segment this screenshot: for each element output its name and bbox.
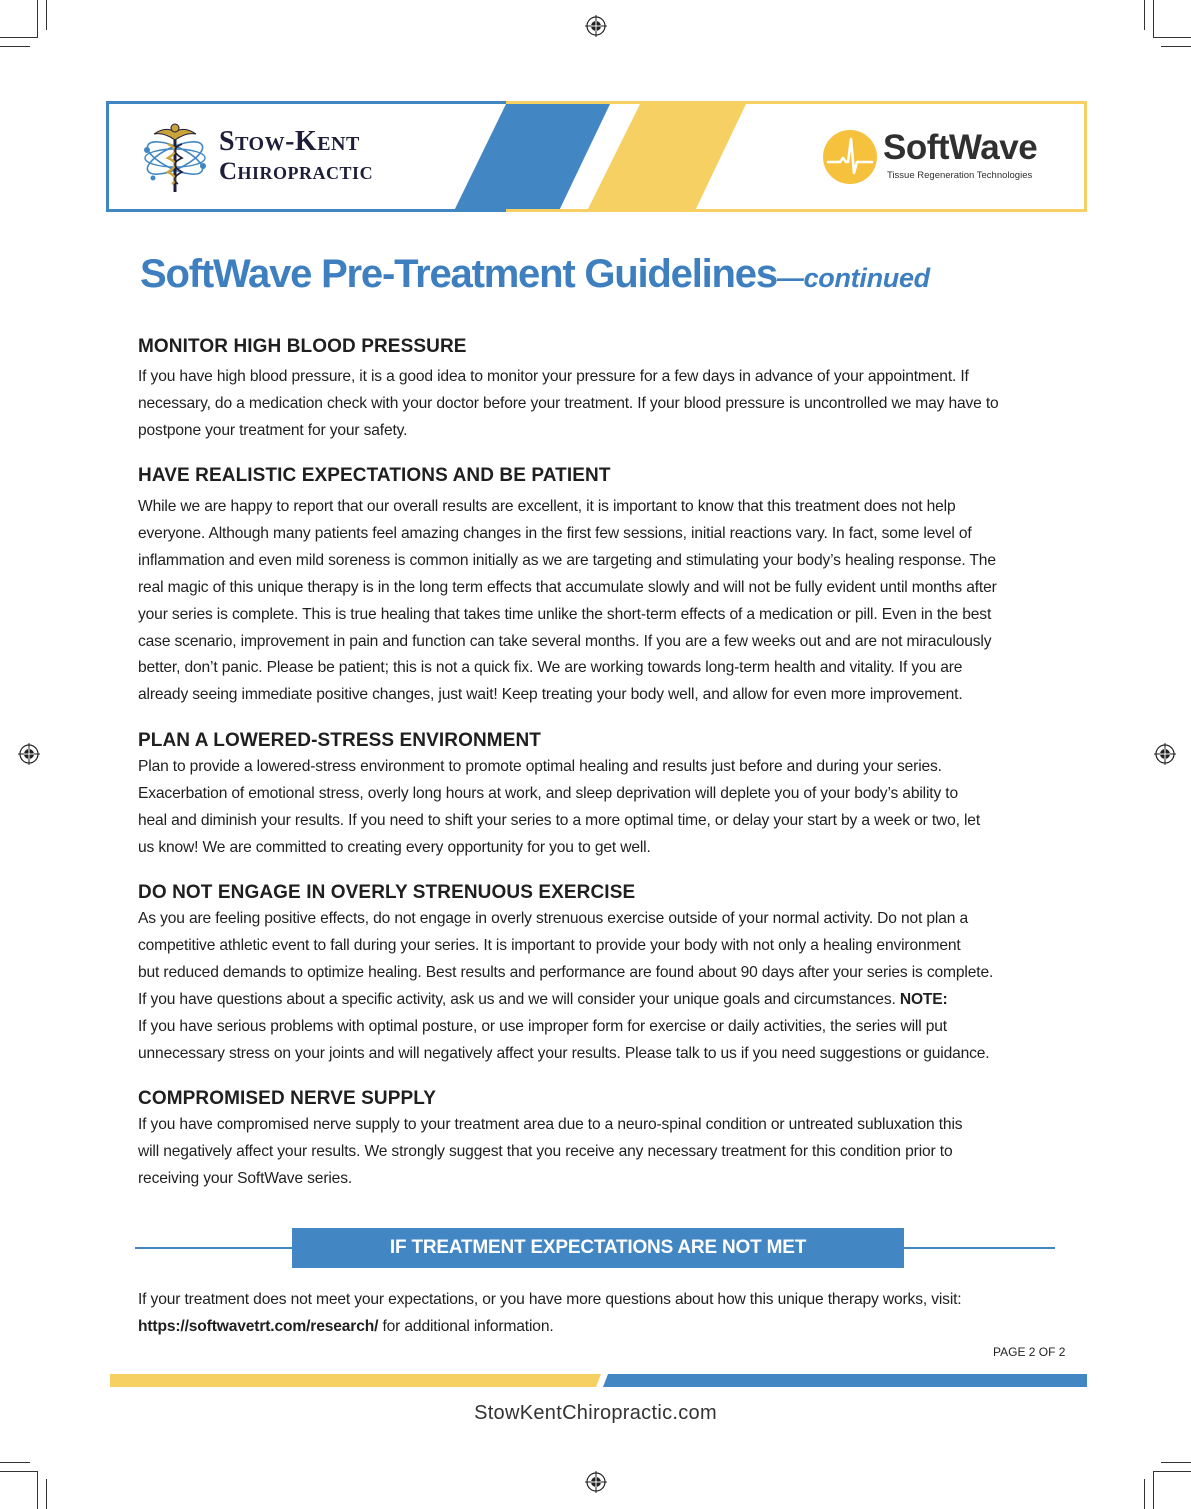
section-body: If you have high blood pressure, it is a good idea to monitor your pressure for a few days in advance of your appointment. If necessary, do a medication check with your doctor before your treatment. If your blood pressure is uncontrolled we may have to postpone your treatment for your safety. [138, 368, 999, 439]
note-label: NOTE: [899, 990, 948, 1008]
section-heading: MONITOR HIGH BLOOD PRESSURE [138, 336, 467, 357]
research-link[interactable]: https://softwavetrt.com/research/ [138, 1317, 379, 1335]
registration-mark-icon [585, 1471, 607, 1493]
page-title-main: SoftWave Pre-Treatment Guidelines [140, 252, 777, 296]
section-body: While we are happy to report that our overall results are excellent, it is important to know that this treatment does not help everyone. Although many patients feel amazing changes in the first few sessions, initial reactions vary. In fact, some level of inflammation and even mild soreness is common initially as we are targeting and stimulating your body’s healing response. The real magic of this unique therapy is in the long term effects that accumulate slowly and will not be fully evident until months after your series is complete. This is true healing that takes time unlike the short-term effects of a medication or pill. Even in the best case scenario, improvement in pain and function can take several months. If you are a few weeks out and are not miraculously better, don’t panic. Please be patient; this is not a quick fix. We are working towards long-term health and vitality. If you are already seeing immediate positive changes, just wait! Keep treating your body well, and allow for even more improvement. [138, 498, 997, 704]
section-heading: PLAN A LOWERED-STRESS ENVIRONMENT [138, 730, 542, 751]
page-title-suffix: —continued [776, 263, 930, 293]
callout-body-text: for additional information. [378, 1317, 554, 1335]
page-number: PAGE 2 OF 2 [993, 1345, 1066, 1359]
page-title [140, 254, 930, 294]
callout-banner: IF TREATMENT EXPECTATIONS ARE NOT MET [292, 1228, 904, 1268]
section-body: If you have compromised nerve supply to your treatment area due to a neuro-spinal condition or untreated subluxation this will negatively affect your results. We strongly suggest that you receive any necessary treatment for this condition prior to receiving your SoftWave series. [138, 1116, 963, 1187]
section-body: Plan to provide a lowered-stress environment to promote optimal healing and results just before and during your series. Exacerbation of emotional stress, overly long hours at work, and sleep deprivation will deplete you of your body’s ability to heal and diminish your results. If you need to shift your series to a more optimal time, or delay your start by a week or two, let us know! We are committed to creating every opportunity for you to get well. [138, 758, 981, 856]
chiropractic-emblem-icon [140, 118, 210, 196]
softwave-tagline: Tissue Regeneration Technologies [887, 170, 1033, 181]
registration-mark-icon [18, 743, 40, 765]
section-heading: DO NOT ENGAGE IN OVERLY STRENUOUS EXERCISE [138, 882, 636, 903]
clinic-logo-text [219, 128, 373, 184]
softwave-brand-name: SoftWave [883, 128, 1038, 167]
section-heading: COMPROMISED NERVE SUPPLY [138, 1088, 437, 1109]
callout-body [138, 1287, 962, 1341]
registration-mark-icon [1154, 743, 1176, 765]
registration-mark-icon [585, 15, 607, 37]
softwave-pulse-icon [822, 129, 878, 185]
divider-line [135, 1247, 293, 1249]
section-body-text: If you have serious problems with optimal posture, or use improper form for exercise or daily activities, the series will put unnecessary stress on your joints and will negatively affect your results. Please talk to us if you need suggestions or guidance. [138, 1017, 990, 1062]
clinic-name-line2: Chiropractic [219, 158, 374, 185]
divider-line [903, 1247, 1055, 1249]
clinic-name-line1: Stow-Kent [219, 126, 360, 157]
website-url[interactable]: StowKentChiropractic.com [474, 1402, 717, 1424]
callout-body-text: If your treatment does not meet your expectations, or you have more questions about how this unique therapy works, visit: [138, 1291, 962, 1308]
section-body [138, 906, 993, 1067]
section-body-text: As you are feeling positive effects, do not engage in overly strenuous exercise outside of your normal activity. Do not plan a competitive athletic event to fall during your series. It is important to provide your body with not only a healing environment but reduced demands to optimize healing. Best results and performance are found about 90 days after your series is complete. If you have questions about a specific activity, ask us and we will consider your unique goals and circumstances. [138, 910, 994, 1008]
footer-color-bars [110, 1374, 1088, 1388]
section-heading: HAVE REALISTIC EXPECTATIONS AND BE PATIENT [138, 465, 611, 486]
